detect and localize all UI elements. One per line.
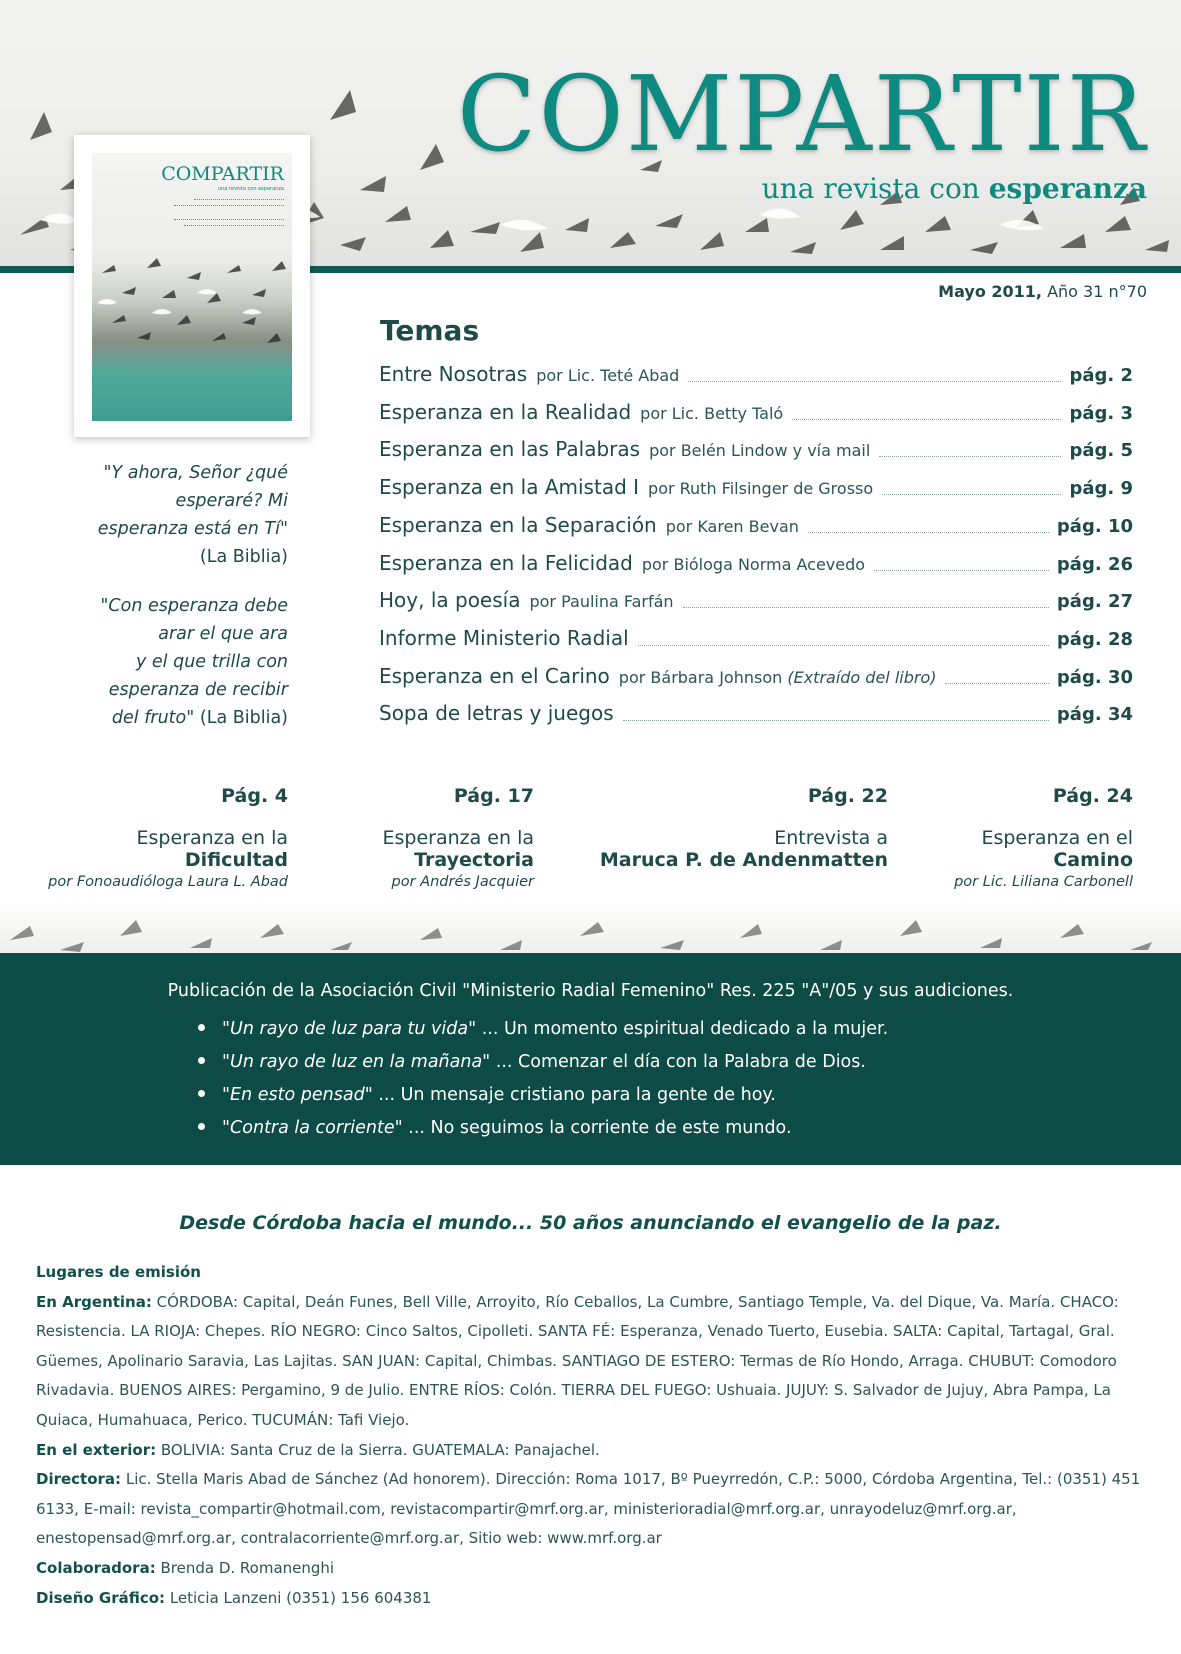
cover-title: COMPARTIR xyxy=(161,163,284,185)
toc-item-title: Esperanza en la Realidad xyxy=(379,399,632,424)
toc-item-title: Esperanza en las Palabras xyxy=(379,437,641,462)
director-info xyxy=(36,1465,1146,1554)
toc-item-title: Esperanza en el Carino xyxy=(379,663,610,688)
toc-item-title: Esperanza en la Separación xyxy=(379,512,657,537)
feature-byline: por Lic. Liliana Carbonell xyxy=(954,874,1133,890)
toc-item-author: por Bióloga Norma Acevedo xyxy=(641,554,866,574)
toc-item-author: por Karen Bevan xyxy=(665,516,799,536)
toc-item[interactable] xyxy=(379,664,1133,694)
subtitle-bold: esperanza xyxy=(988,172,1147,205)
quote-line: "Con esperanza debe xyxy=(100,596,288,616)
feature-item[interactable] xyxy=(600,785,888,871)
program-item xyxy=(196,1013,888,1046)
cover-text-line xyxy=(184,225,284,229)
toc-item-title: Hoy, la poesía xyxy=(379,588,521,613)
toc-item-author xyxy=(619,668,937,687)
toc-item[interactable] xyxy=(379,475,1133,505)
bible-quote xyxy=(100,592,288,732)
toc-item[interactable] xyxy=(379,400,1133,430)
toc-leader-dots xyxy=(683,606,1049,608)
quote-line: esperanza de recibir xyxy=(108,680,288,700)
toc-item-author: por Lic. Teté Abad xyxy=(536,366,680,385)
toc-item[interactable] xyxy=(379,362,1133,392)
cover-text-line xyxy=(194,199,284,203)
feature-page: Pág. 4 xyxy=(221,785,288,807)
issue-number: Año 31 n°70 xyxy=(1042,282,1147,301)
collaborator-text: Brenda D. Romanenghi xyxy=(155,1558,335,1577)
slogan: Desde Córdoba hacia el mundo... 50 años anunciando el evangelio de la paz. xyxy=(179,1212,1002,1234)
feature-page: Pág. 22 xyxy=(807,785,888,807)
design-info xyxy=(36,1584,1146,1614)
quote-line: arar el que ara xyxy=(158,624,288,644)
feature-line2: Maruca P. de Andenmatten xyxy=(599,849,888,871)
publication-heading: Publicación de la Asociación Civil "Ministerio Radial Femenino" Res. 225 "A"/05 y sus audiciones. xyxy=(167,981,1014,1001)
program-list xyxy=(196,1013,888,1145)
director-label: Directora: xyxy=(36,1470,122,1489)
toc-item-title: Esperanza en la Amistad I xyxy=(379,475,640,500)
feature-page: Pág. 17 xyxy=(453,785,534,807)
toc-item-page: pág. 10 xyxy=(1056,515,1133,537)
toc-leader-dots xyxy=(874,569,1049,571)
toc-item-author: por Paulina Farfán xyxy=(529,592,674,612)
program-name: "Un rayo de luz en la mañana" xyxy=(222,1052,491,1072)
feature-line1: Esperanza en la xyxy=(136,827,288,849)
toc-leader-dots xyxy=(688,380,1061,382)
feature-item[interactable] xyxy=(383,785,535,890)
feature-page: Pág. 24 xyxy=(1052,785,1133,807)
feature-line2: Dificultad xyxy=(184,849,288,871)
toc-item-page: pág. 3 xyxy=(1069,402,1133,424)
feature-line2: Camino xyxy=(1053,849,1133,871)
program-name: "Un rayo de luz para tu vida" xyxy=(222,1019,477,1039)
director-text: Lic. Stella Maris Abad de Sánchez (Ad honorem). Dirección: Roma 1017, Bº Pueyrredón, C.P.: 5000, Córdoba Argentina, Tel.: (0351) 451 6133, E-mail: revista_compartir@hotmail.com, revistacompartir@mrf.org.ar, ministerioradial@mrf.org.ar, unrayodeluz@mrf.org.ar, enestopensad@mrf.org.ar, contralacorriente@mrf.org.ar, Sitio web: www.mrf.org.ar xyxy=(36,1470,1141,1548)
program-name: "Contra la corriente" xyxy=(222,1118,403,1138)
feature-byline: por Andrés Jacquier xyxy=(391,874,534,890)
toc-leader-dots xyxy=(623,719,1049,721)
emission-exterior xyxy=(36,1436,1146,1466)
toc-item-author-note: (Extraído del libro) xyxy=(787,667,937,687)
program-item xyxy=(196,1079,888,1112)
quote-line: del fruto" xyxy=(111,708,195,728)
toc-item-page: pág. 26 xyxy=(1056,553,1133,575)
quote-source: (La Biblia) xyxy=(199,708,288,728)
toc-item[interactable] xyxy=(379,588,1133,618)
magazine-title: COMPARTIR xyxy=(456,53,1147,175)
feature-item[interactable] xyxy=(954,785,1133,890)
feature-byline: por Fonoaudióloga Laura L. Abad xyxy=(48,874,288,890)
argentina-label: En Argentina: xyxy=(36,1292,152,1311)
cover-thumbnail xyxy=(74,135,310,437)
toc-leader-dots xyxy=(792,418,1061,420)
issue-date xyxy=(938,282,1147,301)
feature-line1: Esperanza en la xyxy=(382,827,534,849)
toc-item-page: pág. 28 xyxy=(1056,628,1133,650)
credits xyxy=(36,1258,1146,1613)
quote-line: esperanza está en Tí" xyxy=(97,519,288,539)
toc-item-author: por Lic. Betty Taló xyxy=(640,403,784,423)
toc-item-title: Sopa de letras y juegos xyxy=(379,701,614,726)
toc-item-page: pág. 30 xyxy=(1056,666,1133,688)
emission-heading: Lugares de emisión xyxy=(36,1263,201,1281)
magazine-subtitle xyxy=(457,172,1147,205)
program-item xyxy=(196,1112,888,1145)
birds-strip-illustration xyxy=(0,900,1181,955)
toc-item-page: pág. 5 xyxy=(1069,440,1133,462)
program-desc: ... Un momento espiritual dedicado a la mujer. xyxy=(476,1019,889,1039)
feature-line1: Esperanza en el xyxy=(981,827,1133,849)
toc-item-page: pág. 27 xyxy=(1056,591,1133,613)
toc-item-author: por Belén Lindow y vía mail xyxy=(649,441,871,461)
program-desc: ... Comenzar el día con la Palabra de Dios. xyxy=(490,1052,866,1072)
toc-item[interactable] xyxy=(379,513,1133,543)
quote-line: y el que trilla con xyxy=(136,652,288,672)
program-item xyxy=(196,1046,888,1079)
toc-item[interactable] xyxy=(379,701,1133,731)
masthead xyxy=(456,53,1147,205)
toc-item-title: Entre Nosotras xyxy=(379,362,528,386)
birds-strip xyxy=(0,900,1181,955)
toc-heading: Temas xyxy=(380,314,480,347)
toc-item-title: Esperanza en la Felicidad xyxy=(379,550,633,575)
cover-image xyxy=(92,153,292,421)
collaborator-label: Colaboradora: xyxy=(36,1558,156,1577)
feature-line2: Trayectoria xyxy=(414,849,534,871)
toc-leader-dots xyxy=(638,644,1049,646)
toc-item-page: pág. 34 xyxy=(1056,704,1133,726)
toc-item-page: pág. 9 xyxy=(1069,478,1133,500)
cover-text-line xyxy=(174,205,284,209)
cover-subtitle: una revista con esperanza xyxy=(217,186,284,192)
program-desc: ... Un mensaje cristiano para la gente de hoy. xyxy=(372,1085,776,1105)
collaborator-info xyxy=(36,1554,1146,1584)
toc-leader-dots xyxy=(945,682,1048,684)
toc-item[interactable] xyxy=(379,626,1133,656)
toc-leader-dots xyxy=(808,531,1049,533)
feature-line1: Entrevista a xyxy=(774,827,888,849)
feature-item[interactable] xyxy=(48,785,288,890)
toc-leader-dots xyxy=(879,455,1061,457)
program-name: "En esto pensad" xyxy=(222,1085,373,1105)
quote-line: esperaré? Mi xyxy=(175,491,288,511)
toc-leader-dots xyxy=(882,493,1061,495)
quote-source: (La Biblia) xyxy=(199,547,288,567)
exterior-label: En el exterior: xyxy=(36,1440,157,1459)
cover-text-line xyxy=(174,219,284,223)
program-desc: ... No seguimos la corriente de este mundo. xyxy=(402,1118,792,1138)
emission-argentina xyxy=(36,1288,1146,1436)
toc-item-title: Informe Ministerio Radial xyxy=(379,625,629,650)
toc-item-author: por Ruth Filsinger de Grosso xyxy=(648,479,874,499)
toc-item[interactable] xyxy=(379,551,1133,581)
subtitle-prefix: una revista con xyxy=(761,172,989,205)
argentina-text: CÓRDOBA: Capital, Deán Funes, Bell Ville, Arroyito, Río Ceballos, La Cumbre, Santiago Temple, Va. del Dique, Va. María. CHACO: Resistencia. LA RIOJA: Chepes. RÍO NEGRO: Cinco Saltos, Cipolleti. SANTA FÉ: Esperanza, Venado Tuerto, Eusebia. SALTA: Capital, Tartagal, Gral. Güemes, Apolinario Saravia, Las Lajitas. SAN JUAN: Capital, Chimbas. SANTIAGO DE ESTERO: Termas de Río Hondo, Arraga. CHUBUT: Comodoro Rivadavia. BUENOS AIRES: Pergamino, 9 de Julio. ENTRE RÍOS: Colón. TIERRA DEL FUEGO: Ushuaia. JUJUY: S. Salvador de Jujuy, Abra Pampa, La Quiaca, Humahuaca, Perico. TUCUMÁN: Tafi Viejo. xyxy=(36,1292,1119,1429)
bible-quote xyxy=(98,459,288,571)
design-text: Leticia Lanzeni (0351) 156 604381 xyxy=(165,1588,432,1607)
exterior-text: BOLIVIA: Santa Cruz de la Sierra. GUATEMALA: Panajachel. xyxy=(156,1440,600,1459)
cover-birds xyxy=(92,253,292,363)
design-label: Diseño Gráfico: xyxy=(36,1588,166,1607)
toc-item-author-name: por Bárbara Johnson xyxy=(618,667,783,687)
quote-line: "Y ahora, Señor ¿qué xyxy=(103,463,288,483)
issue-date-month: Mayo 2011, xyxy=(938,282,1042,301)
publication-band xyxy=(0,953,1181,1165)
toc-item[interactable] xyxy=(379,437,1133,467)
toc-item-page: pág. 2 xyxy=(1069,365,1133,386)
